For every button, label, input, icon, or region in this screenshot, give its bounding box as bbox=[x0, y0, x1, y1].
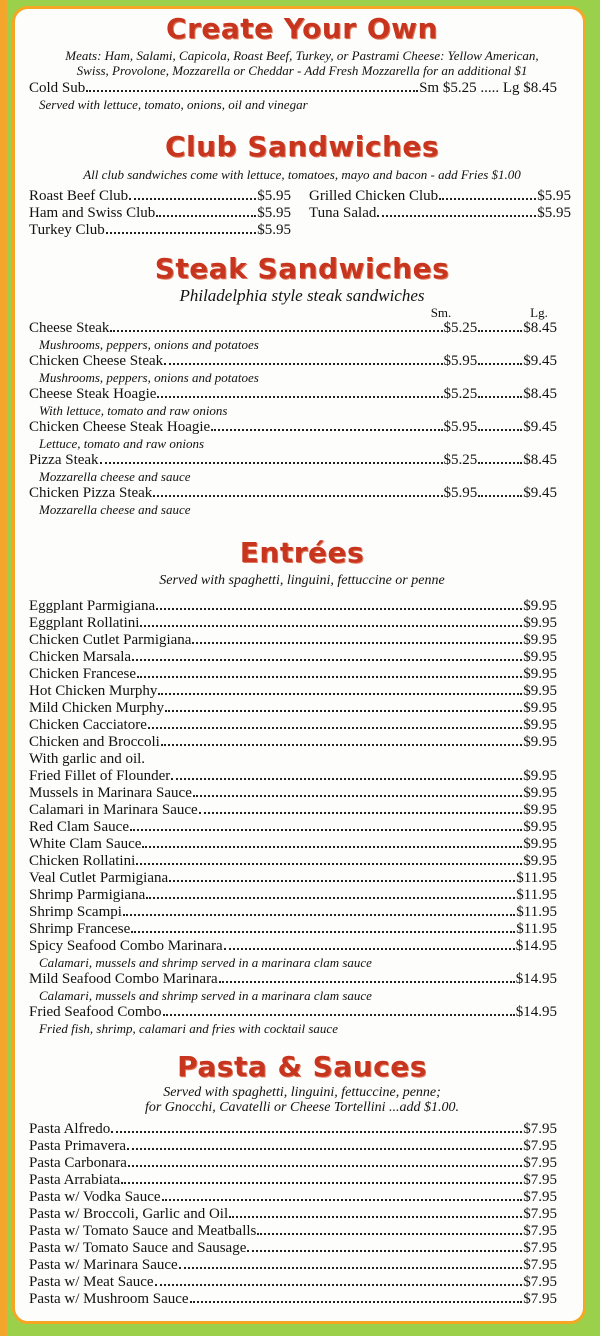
pasta-list bbox=[29, 1121, 557, 1308]
item-price: $9.95 bbox=[523, 819, 557, 835]
item-price: $14.95 bbox=[515, 1004, 557, 1020]
menu-item bbox=[29, 971, 557, 988]
menu-item bbox=[309, 205, 571, 222]
menu-item bbox=[29, 419, 557, 436]
section-subtitle: Philadelphia style steak sandwiches bbox=[179, 286, 425, 305]
item-name: Fried Seafood Combo bbox=[29, 1004, 162, 1020]
menu-item bbox=[29, 802, 557, 819]
leader-dots bbox=[171, 778, 522, 780]
leader-dots bbox=[130, 829, 522, 831]
item-description: Calamari, mussels and shrimp served in a marinara clam sauce bbox=[39, 955, 372, 970]
item-price: $5.95 bbox=[537, 188, 571, 204]
column-header-small: Sm. bbox=[430, 305, 452, 320]
item-name: Chicken and Broccoli bbox=[29, 734, 160, 750]
item-name: Veal Cutlet Parmigiana bbox=[29, 870, 169, 886]
item-price: Sm $5.25 ..... Lg $8.45 bbox=[419, 80, 557, 96]
item-name: Cheese Steak Hoagie bbox=[29, 386, 157, 402]
item-price: $9.95 bbox=[523, 598, 557, 614]
leader-dots bbox=[100, 462, 443, 464]
item-name: Eggplant Parmigiana bbox=[29, 598, 156, 614]
menu-item bbox=[29, 1291, 557, 1308]
item-name: Chicken Francese bbox=[29, 666, 137, 682]
leader-dots bbox=[142, 846, 522, 848]
item-description: Fried fish, shrimp, calamari and fries with cocktail sauce bbox=[39, 1021, 338, 1036]
leader-dots bbox=[190, 1301, 523, 1303]
item-name: Chicken Marsala bbox=[29, 649, 132, 665]
item-price-small: $5.25 bbox=[443, 386, 478, 402]
menu-item bbox=[29, 819, 557, 836]
item-name: Fried Fillet of Flounder bbox=[29, 768, 171, 784]
leader-dots bbox=[129, 198, 256, 200]
menu-item bbox=[29, 485, 557, 502]
menu-item bbox=[29, 904, 557, 921]
leader-dots bbox=[158, 693, 522, 695]
item-description: Mozzarella cheese and sauce bbox=[39, 469, 191, 484]
item-price: $7.95 bbox=[523, 1189, 557, 1205]
leader-dots bbox=[478, 495, 522, 497]
item-note: With garlic and oil. bbox=[29, 751, 146, 767]
menu-item bbox=[29, 1155, 557, 1172]
item-price-large: $9.45 bbox=[523, 353, 557, 369]
leader-dots bbox=[123, 914, 515, 916]
item-name: Pasta w/ Broccoli, Garlic and Oil bbox=[29, 1206, 229, 1222]
menu-item bbox=[29, 938, 557, 955]
leader-dots bbox=[86, 90, 418, 92]
leader-dots bbox=[127, 1148, 522, 1150]
menu-item bbox=[29, 683, 557, 700]
menu-item bbox=[29, 320, 557, 337]
item-name: Shrimp Francese bbox=[29, 921, 131, 937]
item-price: $7.95 bbox=[523, 1206, 557, 1222]
menu-item bbox=[29, 1206, 557, 1223]
item-price-small: $5.95 bbox=[443, 485, 478, 501]
item-price: $7.95 bbox=[523, 1138, 557, 1154]
menu-item bbox=[29, 222, 291, 239]
menu-item bbox=[29, 768, 557, 785]
item-name: Mild Chicken Murphy bbox=[29, 700, 164, 716]
item-name: Pasta w/ Tomato Sauce and Meatballs bbox=[29, 1223, 257, 1239]
menu-item bbox=[29, 887, 557, 904]
entree-list bbox=[29, 598, 557, 1037]
menu-item bbox=[29, 80, 557, 97]
item-name: Pasta w/ Tomato Sauce and Sausage bbox=[29, 1240, 247, 1256]
leader-dots bbox=[111, 1131, 522, 1133]
item-price-large: $8.45 bbox=[523, 320, 557, 336]
item-price: $9.95 bbox=[523, 768, 557, 784]
item-price: $7.95 bbox=[523, 1291, 557, 1307]
menu-item bbox=[29, 836, 557, 853]
column-header-large: Lg. bbox=[530, 305, 548, 320]
menu-item bbox=[29, 1138, 557, 1155]
item-price: $9.95 bbox=[523, 734, 557, 750]
item-name: Hot Chicken Murphy bbox=[29, 683, 158, 699]
item-price: $7.95 bbox=[523, 1274, 557, 1290]
item-description: Mushrooms, peppers, onions and potatoes bbox=[39, 337, 259, 352]
menu-item bbox=[29, 598, 557, 615]
item-price: $11.95 bbox=[516, 904, 557, 920]
club-column-right bbox=[309, 188, 571, 222]
menu-item bbox=[29, 700, 557, 717]
section-note: for Gnocchi, Cavatelli or Cheese Tortellini ...add $1.00. bbox=[144, 1100, 460, 1115]
menu-item bbox=[29, 188, 291, 205]
section-note: Meats: Ham, Salami, Capicola, Roast Beef, Turkey, or Pastrami Cheese: Yellow American, bbox=[65, 48, 539, 63]
item-name: Chicken Cutlet Parmigiana bbox=[29, 632, 192, 648]
item-price: $9.95 bbox=[523, 683, 557, 699]
section-title: Steak Sandwiches bbox=[154, 252, 450, 285]
item-price: $11.95 bbox=[516, 870, 557, 886]
leader-dots bbox=[478, 429, 522, 431]
menu-item bbox=[29, 1121, 557, 1138]
item-name: Turkey Club bbox=[29, 222, 105, 238]
leader-dots bbox=[193, 795, 522, 797]
leader-dots bbox=[121, 1182, 522, 1184]
item-price: $9.95 bbox=[523, 700, 557, 716]
item-price: $7.95 bbox=[523, 1240, 557, 1256]
menu-page bbox=[12, 6, 586, 1324]
item-price: $7.95 bbox=[523, 1257, 557, 1273]
menu-item bbox=[29, 1172, 557, 1189]
leader-dots bbox=[153, 495, 442, 497]
leader-dots bbox=[155, 1284, 523, 1286]
item-price: $7.95 bbox=[523, 1121, 557, 1137]
item-price: $9.95 bbox=[523, 615, 557, 631]
item-name: Mild Seafood Combo Marinara bbox=[29, 971, 218, 987]
menu-item bbox=[29, 353, 557, 370]
item-price-large: $8.45 bbox=[523, 452, 557, 468]
item-price: $14.95 bbox=[515, 938, 557, 954]
section-title: Create Your Own bbox=[166, 12, 438, 45]
item-name: Eggplant Rollatini bbox=[29, 615, 140, 631]
menu-item bbox=[29, 205, 291, 222]
item-price-large: $8.45 bbox=[523, 386, 557, 402]
item-price-large: $9.45 bbox=[523, 419, 557, 435]
item-price-small: $5.25 bbox=[443, 320, 478, 336]
item-name: Chicken Cheese Steak Hoagie bbox=[29, 419, 211, 435]
item-name: Roast Beef Club bbox=[29, 188, 129, 204]
item-description: Mushrooms, peppers, onions and potatoes bbox=[39, 370, 259, 385]
item-name: Cheese Steak bbox=[29, 320, 110, 336]
section-note: All club sandwiches come with lettuce, tomatoes, mayo and bacon - add Fries $1.00 bbox=[83, 167, 521, 182]
item-name: Chicken Rollatini bbox=[29, 853, 136, 869]
item-price: $9.95 bbox=[523, 836, 557, 852]
item-price: $11.95 bbox=[516, 921, 557, 937]
section-pasta-sauces bbox=[15, 1051, 586, 1308]
menu-item bbox=[29, 921, 557, 938]
menu-item bbox=[29, 1189, 557, 1206]
section-note: Swiss, Provolone, Mozzarella or Cheddar - Add Fresh Mozzarella for an additional $1 bbox=[76, 63, 528, 78]
item-price: $7.95 bbox=[523, 1155, 557, 1171]
leader-dots bbox=[106, 232, 257, 234]
menu-item bbox=[29, 386, 557, 403]
item-name: Grilled Chicken Club bbox=[309, 188, 439, 204]
section-create-your-own bbox=[15, 13, 586, 113]
item-price: $5.95 bbox=[257, 222, 291, 238]
item-price: $11.95 bbox=[516, 887, 557, 903]
item-price: $7.95 bbox=[523, 1223, 557, 1239]
item-price: $9.95 bbox=[523, 666, 557, 682]
item-price-small: $5.95 bbox=[443, 353, 478, 369]
item-name: Tuna Salad bbox=[309, 205, 377, 221]
club-column-left bbox=[29, 188, 291, 239]
leader-dots bbox=[257, 1233, 522, 1235]
item-name: Spicy Seafood Combo Marinara bbox=[29, 938, 223, 954]
leader-dots bbox=[478, 363, 522, 365]
item-name: Pasta Alfredo bbox=[29, 1121, 111, 1137]
leader-dots bbox=[478, 462, 522, 464]
item-price: $7.95 bbox=[523, 1172, 557, 1188]
item-description: Served with lettuce, tomato, onions, oil and vinegar bbox=[39, 97, 308, 112]
menu-item bbox=[29, 853, 557, 870]
leader-dots bbox=[157, 396, 442, 398]
leader-dots bbox=[247, 1250, 522, 1252]
item-name: Ham and Swiss Club bbox=[29, 205, 156, 221]
item-price-large: $9.45 bbox=[523, 485, 557, 501]
leader-dots bbox=[439, 198, 536, 200]
leader-dots bbox=[164, 363, 442, 365]
item-description: Lettuce, tomato and raw onions bbox=[39, 436, 205, 451]
item-description: With lettuce, tomato and raw onions bbox=[39, 403, 228, 418]
item-description: Calamari, mussels and shrimp served in a marinara clam sauce bbox=[39, 988, 372, 1003]
item-price: $5.95 bbox=[257, 205, 291, 221]
item-description: Mozzarella cheese and sauce bbox=[39, 502, 191, 517]
leader-dots bbox=[148, 727, 522, 729]
item-price: $5.95 bbox=[537, 205, 571, 221]
menu-item bbox=[29, 632, 557, 649]
menu-item bbox=[29, 1257, 557, 1274]
leader-dots bbox=[136, 863, 522, 865]
menu-item bbox=[309, 188, 571, 205]
leader-dots bbox=[137, 676, 522, 678]
item-name: Shrimp Parmigiana bbox=[29, 887, 146, 903]
leader-dots bbox=[128, 1165, 522, 1167]
item-price: $9.95 bbox=[523, 649, 557, 665]
item-name: Pasta Primavera bbox=[29, 1138, 127, 1154]
item-name: Chicken Pizza Steak bbox=[29, 485, 153, 501]
steak-list bbox=[29, 320, 557, 518]
item-name: Chicken Cheese Steak bbox=[29, 353, 164, 369]
menu-item bbox=[29, 717, 557, 734]
menu-item bbox=[29, 666, 557, 683]
leader-dots bbox=[478, 396, 522, 398]
leader-dots bbox=[156, 608, 522, 610]
leader-dots bbox=[162, 1199, 523, 1201]
item-name: Chicken Cacciatore bbox=[29, 717, 147, 733]
item-price: $9.95 bbox=[523, 853, 557, 869]
leader-dots bbox=[146, 897, 515, 899]
item-name: Pasta w/ Marinara Sauce bbox=[29, 1257, 178, 1273]
section-entrees bbox=[15, 537, 586, 1037]
menu-item bbox=[29, 734, 557, 751]
leader-dots bbox=[140, 625, 522, 627]
menu-item bbox=[29, 1274, 557, 1291]
menu-item bbox=[29, 1004, 557, 1021]
item-price: $14.95 bbox=[515, 971, 557, 987]
leader-dots bbox=[478, 330, 522, 332]
leader-dots bbox=[156, 215, 256, 217]
leader-dots bbox=[219, 981, 515, 983]
item-name: Pasta w/ Vodka Sauce bbox=[29, 1189, 161, 1205]
item-price: $9.95 bbox=[523, 785, 557, 801]
menu-item bbox=[29, 649, 557, 666]
menu-item bbox=[29, 615, 557, 632]
item-name: Mussels in Marinara Sauce bbox=[29, 785, 192, 801]
item-name: Pasta Arrabiata bbox=[29, 1172, 121, 1188]
menu-item bbox=[29, 1223, 557, 1240]
item-name: Red Clam Sauce bbox=[29, 819, 129, 835]
menu-item bbox=[29, 870, 557, 887]
item-name: Pasta Carbonara bbox=[29, 1155, 127, 1171]
item-name: Pasta w/ Meat Sauce bbox=[29, 1274, 154, 1290]
section-title: Entrées bbox=[239, 536, 365, 569]
menu-item bbox=[29, 785, 557, 802]
leader-dots bbox=[199, 812, 523, 814]
leader-dots bbox=[110, 330, 442, 332]
item-name: Calamari in Marinara Sauce bbox=[29, 802, 198, 818]
section-steak-sandwiches bbox=[15, 253, 586, 518]
item-name: Cold Sub bbox=[29, 80, 86, 96]
item-price: $5.95 bbox=[257, 188, 291, 204]
section-note: Served with spaghetti, linguini, fettuccine or penne bbox=[159, 573, 445, 588]
leader-dots bbox=[165, 710, 522, 712]
leader-dots bbox=[192, 642, 522, 644]
leader-dots bbox=[229, 1216, 522, 1218]
leader-dots bbox=[179, 1267, 523, 1269]
item-price: $9.95 bbox=[523, 717, 557, 733]
leader-dots bbox=[169, 880, 515, 882]
menu-item bbox=[29, 452, 557, 469]
section-title: Pasta & Sauces bbox=[177, 1050, 427, 1083]
section-club-sandwiches bbox=[15, 131, 586, 244]
leader-dots bbox=[131, 931, 515, 933]
section-title: Club Sandwiches bbox=[164, 130, 440, 163]
item-price-small: $5.95 bbox=[443, 419, 478, 435]
item-name: Shrimp Scampi bbox=[29, 904, 122, 920]
leader-dots bbox=[211, 429, 442, 431]
leader-dots bbox=[163, 1014, 515, 1016]
item-name: Pizza Steak bbox=[29, 452, 99, 468]
item-price: $9.95 bbox=[523, 802, 557, 818]
item-price-small: $5.25 bbox=[443, 452, 478, 468]
leader-dots bbox=[224, 948, 515, 950]
item-name: White Clam Sauce bbox=[29, 836, 142, 852]
section-note: Served with spaghetti, linguini, fettuccine, penne; bbox=[163, 1085, 441, 1100]
leader-dots bbox=[377, 215, 536, 217]
menu-item bbox=[29, 1240, 557, 1257]
item-name: Pasta w/ Mushroom Sauce bbox=[29, 1291, 189, 1307]
item-price: $9.95 bbox=[523, 632, 557, 648]
leader-dots bbox=[132, 659, 522, 661]
leader-dots bbox=[161, 744, 522, 746]
